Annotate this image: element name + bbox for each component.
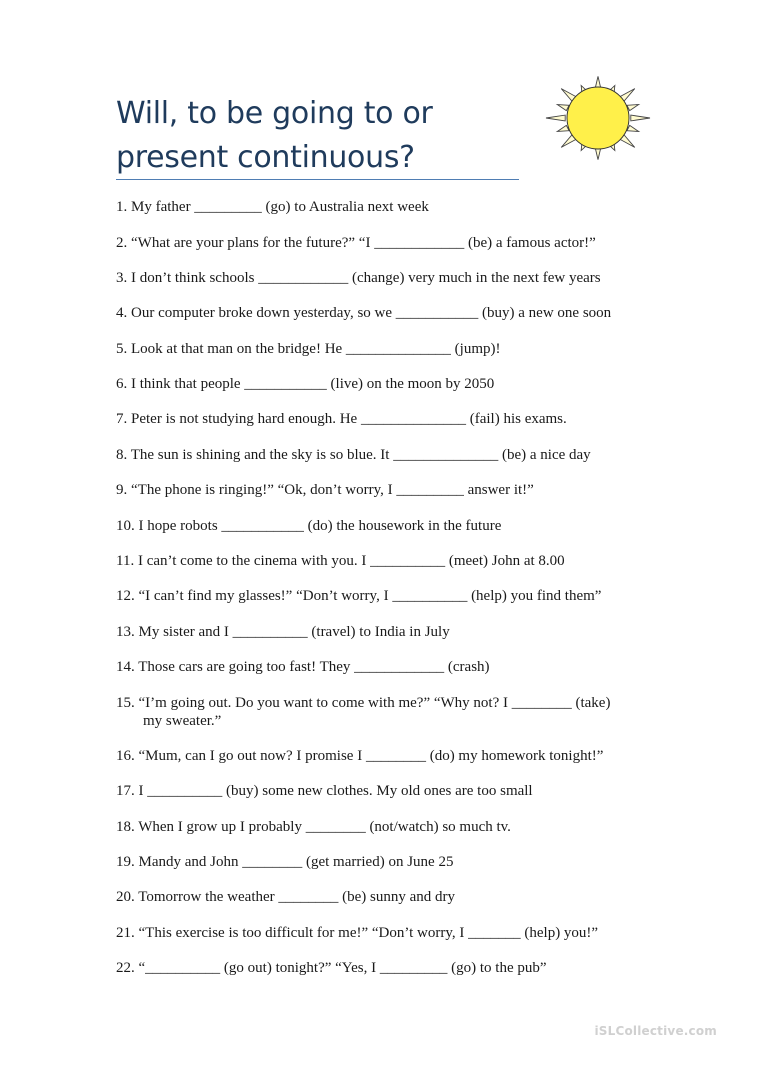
exercise-item: 22. “__________ (go out) tonight?” “Yes, I _________ (go) to the pub” (116, 960, 547, 976)
exercise-item: 3. I don’t think schools ____________ (change) very much in the next few years (116, 270, 601, 286)
exercise-item: 1. My father _________ (go) to Australia next week (116, 199, 429, 215)
sun-ray (546, 115, 565, 121)
sun-ray (557, 105, 569, 111)
exercise-item: 14. Those cars are going too fast! They ____________ (crash) (116, 659, 490, 675)
exercise-item-continuation: my sweater.” (143, 713, 222, 729)
sun-ray (631, 115, 650, 121)
exercise-item: 17. I __________ (buy) some new clothes. My old ones are too small (116, 783, 533, 799)
sun-ray (627, 105, 639, 111)
title-line-1: Will, to be going to or (116, 96, 433, 131)
sun-ray (557, 125, 569, 131)
exercise-item: 8. The sun is shining and the sky is so blue. It ______________ (be) a nice day (116, 447, 591, 463)
exercise-item: 10. I hope robots ___________ (do) the housework in the future (116, 518, 502, 534)
exercise-item: 7. Peter is not studying hard enough. He ______________ (fail) his exams. (116, 411, 567, 427)
exercise-item: 16. “Mum, can I go out now? I promise I ________ (do) my homework tonight!” (116, 748, 604, 764)
exercise-item: 6. I think that people ___________ (live) on the moon by 2050 (116, 376, 495, 392)
sun-icon (528, 68, 662, 172)
exercise-item: 18. When I grow up I probably ________ (not/watch) so much tv. (116, 819, 511, 835)
watermark: iSLCollective.com (594, 1024, 717, 1038)
exercise-item: 21. “This exercise is too difficult for me!” “Don’t worry, I _______ (help) you!” (116, 925, 599, 941)
title-line-2: present continuous? (116, 140, 415, 175)
exercise-item: 5. Look at that man on the bridge! He ______________ (jump)! (116, 341, 501, 357)
sun-ray (627, 125, 639, 131)
exercise-item: 2. “What are your plans for the future?” “I ____________ (be) a famous actor!” (116, 235, 596, 251)
exercise-item: 19. Mandy and John ________ (get married) on June 25 (116, 854, 454, 870)
exercise-item: 12. “I can’t find my glasses!” “Don’t worry, I __________ (help) you find them” (116, 588, 602, 604)
exercise-item: 20. Tomorrow the weather ________ (be) sunny and dry (116, 889, 456, 905)
exercise-item: 4. Our computer broke down yesterday, so we ___________ (buy) a new one soon (116, 305, 612, 321)
exercise-item: 11. I can’t come to the cinema with you. I __________ (meet) John at 8.00 (116, 553, 565, 569)
title-underline (116, 179, 519, 180)
exercise-item: 15. “I’m going out. Do you want to come with me?” “Why not? I ________ (take) my sweater.” (116, 694, 676, 730)
exercise-item: 9. “The phone is ringing!” “Ok, don’t worry, I _________ answer it!” (116, 482, 534, 498)
exercise-item: 13. My sister and I __________ (travel) to India in July (116, 624, 450, 640)
worksheet-title (116, 92, 536, 180)
